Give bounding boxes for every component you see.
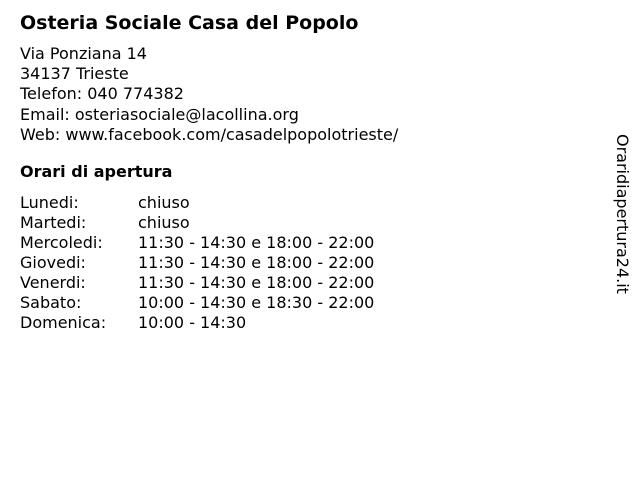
hours-row	[20, 273, 374, 293]
day-hours: 11:30 - 14:30 e 18:00 - 22:00	[138, 253, 375, 273]
day-hours: 11:30 - 14:30 e 18:00 - 22:00	[138, 233, 375, 253]
brand-watermark: Oraridiapertura24.it	[613, 134, 632, 294]
day-label: Sabato:	[20, 293, 82, 313]
day-hours: 10:00 - 14:30	[138, 313, 247, 333]
day-label: Lunedi:	[20, 193, 79, 213]
address-block	[20, 44, 600, 145]
email-line: Email: osteriasociale@lacollina.org	[20, 104, 299, 124]
city-line: 34137 Trieste	[20, 64, 129, 84]
day-hours: 10:00 - 14:30 e 18:30 - 22:00	[138, 293, 375, 313]
hours-row	[20, 213, 374, 233]
day-label: Mercoledi:	[20, 233, 103, 253]
venue-name: Osteria Sociale Casa del Popolo	[20, 12, 359, 34]
hours-row	[20, 313, 374, 333]
day-hours: 11:30 - 14:30 e 18:00 - 22:00	[138, 273, 375, 293]
hours-row	[20, 233, 374, 253]
day-hours: chiuso	[138, 213, 190, 233]
hours-table	[20, 193, 374, 333]
hours-row	[20, 293, 374, 313]
hours-heading: Orari di apertura	[20, 162, 173, 182]
hours-row	[20, 193, 374, 213]
day-label: Martedi:	[20, 213, 87, 233]
day-hours: chiuso	[138, 193, 190, 213]
phone-line: Telefon: 040 774382	[20, 84, 184, 104]
hours-row	[20, 253, 374, 273]
day-label: Domenica:	[20, 313, 107, 333]
venue-card	[20, 11, 600, 333]
day-label: Giovedi:	[20, 253, 86, 273]
web-line: Web: www.facebook.com/casadelpopolotrieste/	[20, 124, 399, 144]
day-label: Venerdi:	[20, 273, 86, 293]
street-line: Via Ponziana 14	[20, 44, 147, 63]
